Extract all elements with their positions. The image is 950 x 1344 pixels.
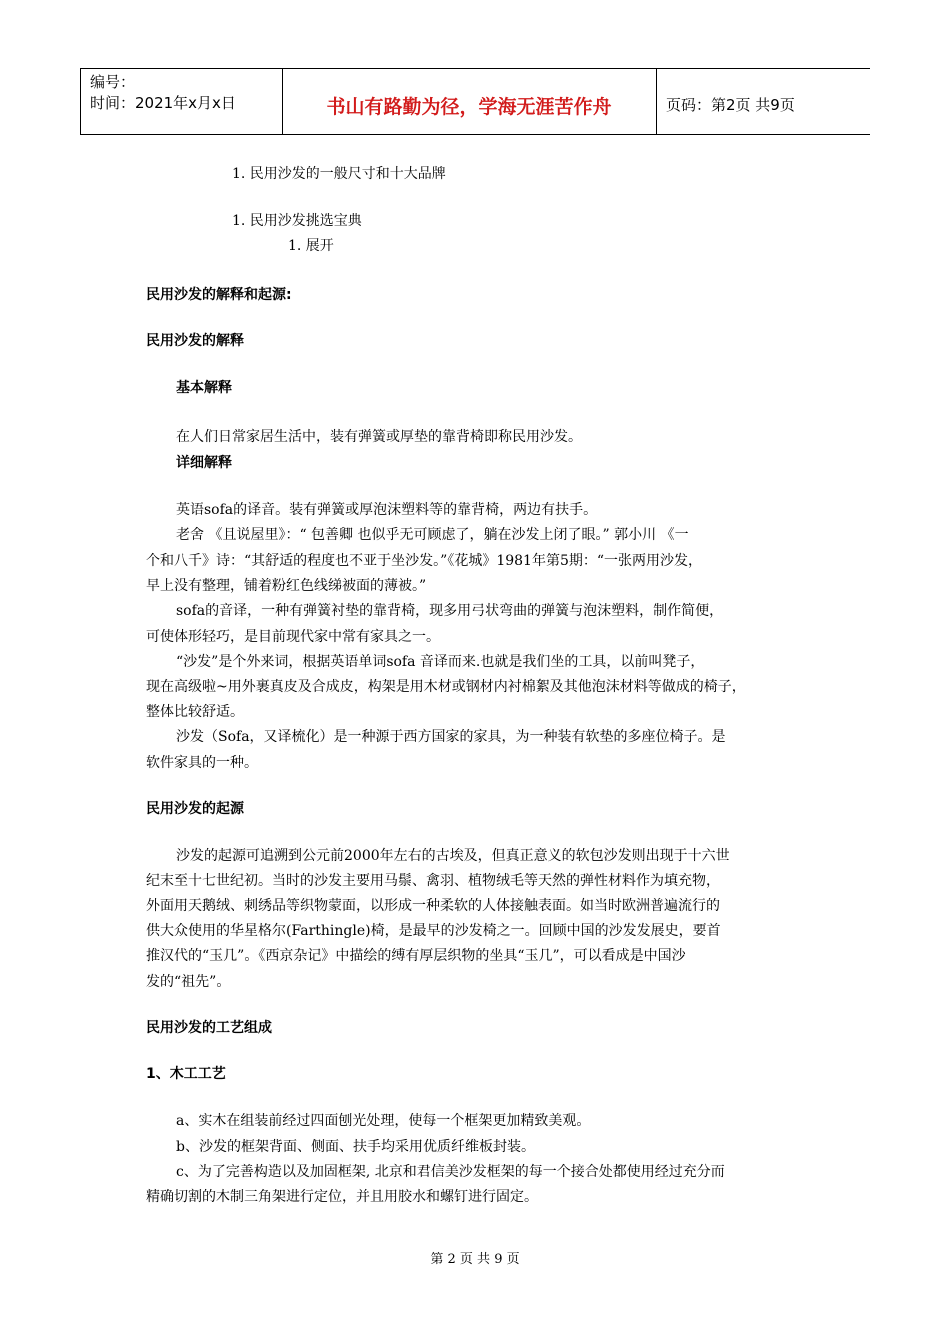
heading-origin: 民用沙发的起源 bbox=[146, 801, 244, 817]
heading-woodwork: 1、木工工艺 bbox=[146, 1066, 226, 1082]
header-border-left bbox=[80, 68, 81, 134]
detail-line: 可使体形轻巧，是目前现代家中常有家具之一。 bbox=[146, 629, 440, 645]
origin-line: 纪末至十七世纪初。当时的沙发主要用马鬃、禽羽、植物绒毛等天然的弹性材料作为填充物， bbox=[146, 873, 720, 889]
woodwork-item: b、沙发的框架背面、侧面、扶手均采用优质纤维板封装。 bbox=[176, 1139, 535, 1155]
header-motto: 书山有路勤为径，学海无涯苦作舟 bbox=[326, 96, 612, 118]
detail-line: 老舍 《且说屋里》：“ 包善卿 也似乎无可顾虑了，躺在沙发上闭了眼。” 郭小川 《一 bbox=[176, 527, 689, 543]
doc-date-label: 时间：2021年x月x日 bbox=[90, 94, 236, 112]
woodwork-item: c、为了完善构造以及加固框架, 北京和君信美沙发框架的每一个接合处都使用经过充分而 bbox=[176, 1164, 725, 1180]
heading-explanation: 民用沙发的解释 bbox=[146, 333, 244, 349]
detail-line: “沙发”是个外来词，根据英语单词sofa 音译而来.也就是我们坐的工具，以前叫凳子， bbox=[176, 654, 705, 670]
heading-craft: 民用沙发的工艺组成 bbox=[146, 1020, 272, 1036]
heading-detail: 详细解释 bbox=[176, 455, 232, 471]
toc-item-expand[interactable]: 1. 展开 bbox=[288, 238, 334, 254]
detail-line: 个和八千》诗：“其舒适的程度也不亚于坐沙发。”《花城》1981年第5期：“一张两用沙发， bbox=[146, 553, 703, 569]
header-page-info: 页码：第2页 共9页 bbox=[666, 96, 795, 114]
detail-line: 早上没有整理，铺着粉红色线绨被面的薄被。” bbox=[146, 578, 427, 594]
woodwork-item: 精确切割的木制三角架进行定位，并且用胶水和螺钉进行固定。 bbox=[146, 1189, 538, 1205]
doc-code-label: 编号： bbox=[90, 73, 136, 91]
heading-intro: 民用沙发的解释和起源: bbox=[146, 287, 292, 303]
header-top-rule bbox=[80, 68, 870, 69]
basic-text: 在人们日常家居生活中，装有弹簧或厚垫的靠背椅即称民用沙发。 bbox=[176, 429, 582, 445]
toc-item-1[interactable]: 1. 民用沙发的一般尺寸和十大品牌 bbox=[232, 166, 446, 182]
header-left-cell bbox=[90, 72, 236, 114]
origin-line: 沙发的起源可追溯到公元前2000年左右的古埃及，但真正意义的软包沙发则出现于十六世 bbox=[176, 848, 730, 864]
origin-line: 外面用天鹅绒、刺绣品等织物蒙面，以形成一种柔软的人体接触表面。如当时欧洲普遍流行的 bbox=[146, 898, 720, 914]
origin-line: 供大众使用的华星格尔(Farthingle)椅，是最早的沙发椅之一。回顾中国的沙发发展史，要首 bbox=[146, 923, 721, 939]
detail-line: 沙发（Sofa，又译梳化）是一种源于西方国家的家具，为一种装有软垫的多座位椅子。是 bbox=[176, 729, 726, 745]
detail-line: 现在高级啦~用外裹真皮及合成皮，构架是用木材或钢材内衬棉絮及其他泡沫材料等做成的椅子， bbox=[146, 679, 746, 695]
detail-line: 整体比较舒适。 bbox=[146, 704, 244, 720]
page-footer: 第 2 页 共 9 页 bbox=[430, 1252, 520, 1267]
origin-line: 推汉代的“玉几”。《西京杂记》中描绘的缚有厚层织物的坐具“玉几”，可以看成是中国沙 bbox=[146, 948, 686, 964]
toc-item-2[interactable]: 1. 民用沙发挑选宝典 bbox=[232, 213, 362, 229]
detail-line: sofa的音译，一种有弹簧衬垫的靠背椅，现多用弓状弯曲的弹簧与泡沫塑料，制作简便， bbox=[176, 603, 724, 619]
origin-line: 发的“祖先”。 bbox=[146, 974, 231, 990]
header-bottom-rule bbox=[80, 134, 870, 135]
heading-basic: 基本解释 bbox=[176, 380, 232, 396]
detail-line: 英语sofa的译音。装有弹簧或厚泡沫塑料等的靠背椅，两边有扶手。 bbox=[176, 502, 598, 518]
header-divider-2 bbox=[656, 68, 657, 134]
detail-line: 软件家具的一种。 bbox=[146, 755, 258, 771]
woodwork-item: a、实木在组装前经过四面刨光处理，使每一个框架更加精致美观。 bbox=[176, 1113, 591, 1129]
